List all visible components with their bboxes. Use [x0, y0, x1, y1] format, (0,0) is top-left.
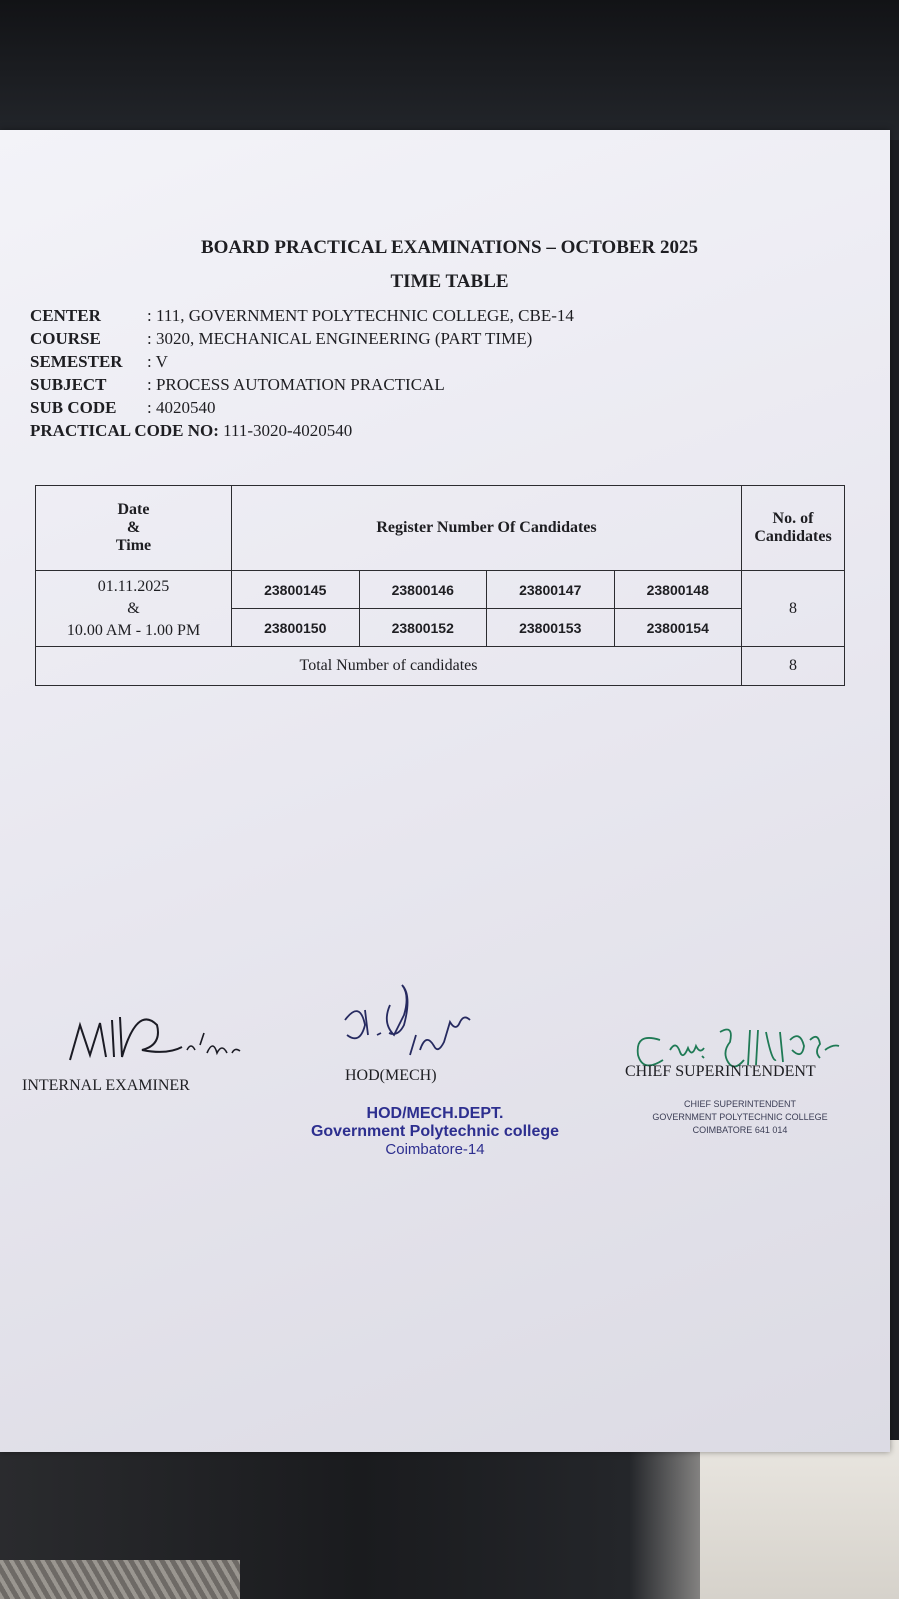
subcode-value: : 4020540 [147, 398, 216, 417]
subject-row [30, 373, 574, 396]
register-number: 23800147 [487, 571, 615, 609]
header-candidate-count [742, 486, 845, 571]
hod-signature [335, 980, 505, 1075]
semester-row [30, 350, 574, 373]
chief-superintendent-label: CHIEF SUPERINTENDENT [625, 1063, 816, 1080]
register-number: 23800146 [359, 571, 487, 609]
center-label: CENTER [30, 306, 101, 325]
table-row [36, 571, 845, 609]
practical-code-label: PRACTICAL CODE NO: [30, 421, 219, 440]
center-value: : 111, GOVERNMENT POLYTECHNIC COLLEGE, CBE-14 [147, 306, 574, 325]
date-time-cell [36, 571, 232, 647]
timetable [35, 485, 845, 686]
total-label: Total Number of candidates [36, 647, 742, 686]
register-number: 23800152 [359, 609, 487, 647]
exam-time: 10.00 AM - 1.00 PM [66, 621, 201, 639]
header-count-line1: No. of [772, 510, 814, 527]
hod-stamp-line3: Coimbatore-14 [385, 1141, 485, 1158]
center-row [30, 304, 574, 327]
register-number: 23800154 [614, 609, 742, 647]
subcode-label: SUB CODE [30, 398, 117, 417]
register-number: 23800145 [232, 571, 360, 609]
hod-stamp-line1: HOD/MECH.DEPT. [366, 1105, 504, 1122]
course-label: COURSE [30, 329, 101, 348]
course-value: : 3020, MECHANICAL ENGINEERING (PART TIME) [147, 329, 533, 348]
header-count-line2: Candidates [754, 528, 832, 545]
hod-label: HOD(MECH) [345, 1067, 437, 1084]
total-value: 8 [742, 647, 845, 686]
subcode-row [30, 396, 574, 419]
internal-examiner-signature [62, 995, 252, 1075]
fabric-area [0, 1560, 240, 1599]
floor-area [700, 1440, 899, 1599]
cs-stamp-line1: CHIEF SUPERINTENDENT [683, 1099, 796, 1109]
subject-value: : PROCESS AUTOMATION PRACTICAL [147, 375, 445, 394]
header-amp: & [126, 519, 141, 536]
register-number: 23800150 [232, 609, 360, 647]
document-title: BOARD PRACTICAL EXAMINATIONS – OCTOBER 2025 [200, 237, 699, 258]
document-subtitle: TIME TABLE [390, 271, 509, 292]
header-date: Date [117, 501, 150, 518]
semester-label: SEMESTER [30, 352, 123, 371]
internal-examiner-label: INTERNAL EXAMINER [22, 1077, 190, 1094]
total-row [36, 647, 845, 686]
semester-value: : V [147, 352, 168, 371]
header-register-numbers: Register Number Of Candidates [232, 486, 742, 571]
practical-code-row [30, 419, 574, 442]
background-top [0, 0, 899, 140]
hod-stamp [310, 1105, 560, 1158]
table-header-row [36, 486, 845, 571]
chief-superintendent-stamp [640, 1098, 840, 1137]
cs-stamp-line3: COIMBATORE 641 014 [692, 1125, 788, 1135]
hod-stamp-line2: Government Polytechnic college [310, 1123, 560, 1140]
register-number: 23800153 [487, 609, 615, 647]
candidate-count: 8 [742, 571, 845, 647]
exam-date: 01.11.2025 [97, 577, 170, 595]
exam-amp: & [127, 599, 140, 617]
cs-stamp-line2: GOVERNMENT POLYTECHNIC COLLEGE [652, 1112, 828, 1122]
register-number: 23800148 [614, 571, 742, 609]
practical-code-value: 111-3020-4020540 [223, 421, 353, 440]
header-time: Time [115, 537, 152, 554]
header-date-time [36, 486, 232, 571]
subject-label: SUBJECT [30, 375, 107, 394]
exam-details [30, 304, 574, 442]
course-row [30, 327, 574, 350]
